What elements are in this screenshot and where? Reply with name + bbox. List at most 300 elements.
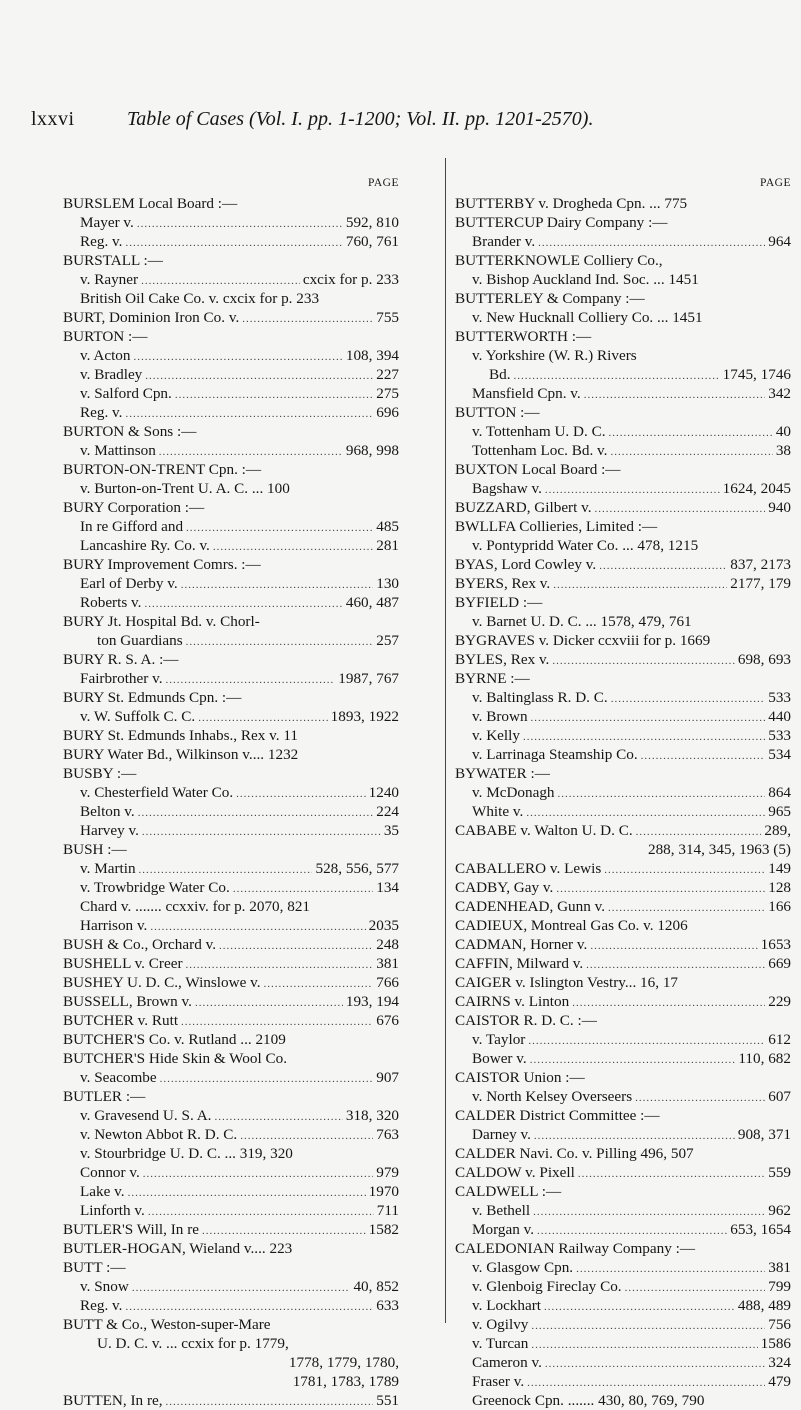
index-entry [455,878,791,897]
entry-name: Fraser v. [472,1373,525,1390]
index-entry [63,308,399,327]
entry-name: BUSHELL v. Creer [63,955,183,972]
index-entry: v. Bishop Auckland Ind. Soc. ... 1451 [472,271,699,288]
entry-pages: 711 [376,1202,399,1219]
index-entry: 1778, 1779, 1780, [288,1354,399,1371]
dot-leader [523,726,765,745]
index-entry [455,935,791,954]
dot-leader [219,935,373,954]
entry-name: CAIRNS v. Linton [455,993,570,1010]
entry-pages: 275 [376,385,399,402]
index-entry: BUTTERBY v. Drogheda Cpn. ... 775 [455,195,688,212]
entry-name: Bower v. [472,1050,527,1067]
dot-leader [530,1049,736,1068]
index-entry [455,821,791,840]
entry-pages: 756 [768,1316,791,1333]
dot-leader [181,1011,373,1030]
index-entry: CAIGER v. Islington Vestry... 16, 17 [455,974,679,991]
index-entry [455,954,791,973]
index-entry [455,498,791,517]
entry-name: CADENHEAD, Gunn v. [455,898,606,915]
index-entry [455,422,791,441]
dot-leader [533,1201,765,1220]
entry-name: Belton v. [80,803,135,820]
entry-name: Lancashire Ry. Co. v. [80,537,210,554]
left-column [63,175,399,1410]
dot-leader [527,1372,765,1391]
index-entry [63,517,399,536]
entry-name: v. W. Suffolk C. C. [80,708,196,725]
index-entry [455,992,791,1011]
entry-name: Linforth v. [80,1202,145,1219]
index-entry: BUSH :— [63,841,127,858]
dot-leader [242,308,373,327]
entry-pages: 653, 1654 [730,1221,791,1238]
left-entries [63,194,399,1410]
entry-name: Harrison v. [80,917,148,934]
index-entry: BUXTON Local Board :— [455,461,621,478]
dot-leader [159,441,343,460]
index-entry [63,403,399,422]
entry-name: Fairbrother v. [80,670,163,687]
dot-leader [590,935,757,954]
entry-pages: 488, 489 [737,1297,791,1314]
dot-leader [137,213,343,232]
dot-leader [141,270,300,289]
entry-pages: 227 [376,366,399,383]
index-entry [455,745,791,764]
index-entry [63,346,399,365]
entry-pages: cxcix for p. 233 [302,271,399,288]
entry-name: v. Taylor [472,1031,526,1048]
index-entry [63,574,399,593]
entry-name: ton Guardians [97,632,183,649]
index-entry: BYRNE :— [455,670,530,687]
index-entry [63,1220,399,1239]
index-entry: BUTTON :— [455,404,540,421]
entry-name: Reg. v. [80,233,123,250]
index-entry [455,384,791,403]
dot-leader [611,688,766,707]
index-entry: BUTTERLEY & Company :— [455,290,645,307]
dot-leader [556,878,765,897]
index-entry [455,1258,791,1277]
entry-pages: 559 [768,1164,791,1181]
entry-pages: 669 [768,955,791,972]
index-entry: v. Pontypridd Water Co. ... 478, 1215 [472,537,699,554]
index-entry: BYGRAVES v. Dicker ccxviii for p. 1669 [455,632,711,649]
dot-leader [128,1182,366,1201]
index-entry: CADIEUX, Montreal Gas Co. v. 1206 [455,917,688,934]
index-entry: BUTLER :— [63,1088,146,1105]
index-entry [63,707,399,726]
dot-leader [166,1391,374,1410]
index-entry: BURY Water Bd., Wilkinson v.... 1232 [63,746,299,763]
entry-name: In re Gifford and [80,518,184,535]
dot-leader [264,973,374,992]
entry-pages: 766 [376,974,399,991]
index-entry: BURY Corporation :— [63,499,205,516]
entry-name: BUSSELL, Brown v. [63,993,192,1010]
entry-pages: 962 [768,1202,791,1219]
entry-name: CAFFIN, Milward v. [455,955,584,972]
index-entry [455,1163,791,1182]
index-entry: BURTON & Sons :— [63,423,197,440]
index-entry [455,1277,791,1296]
index-entry: BUTCHER'S Hide Skin & Wool Co. [63,1050,288,1067]
entry-name: v. Kelly [472,727,520,744]
index-entry: BUTTERCUP Dairy Company :— [455,214,668,231]
entry-pages: 38 [775,442,791,459]
entry-pages: 108, 394 [345,347,399,364]
dot-leader [604,859,765,878]
index-entry [455,726,791,745]
entry-name: v. Brown [472,708,528,725]
dot-leader [531,1315,765,1334]
index-entry [455,1372,791,1391]
index-entry [63,669,399,688]
dot-leader [578,1163,765,1182]
index-entry [455,783,791,802]
entry-pages: 837, 2173 [730,556,791,573]
index-entry: BURY St. Edmunds Inhabs., Rex v. 11 [63,727,298,744]
entry-name: BUSHEY U. D. C., Winslowe v. [63,974,261,991]
page-header [31,108,791,138]
dot-leader [186,631,374,650]
dot-leader [139,859,313,878]
entry-pages: 964 [768,233,791,250]
entry-name: v. Rayner [80,271,139,288]
entry-name: v. McDonagh [472,784,555,801]
entry-pages: 479 [768,1373,791,1390]
entry-pages: 968, 998 [345,442,399,459]
index-entry: BUTTERKNOWLE Colliery Co., [455,252,663,269]
dot-leader [142,821,381,840]
index-entry: BUTT & Co., Weston-super-Mare [63,1316,271,1333]
dot-leader [636,821,762,840]
index-entry: CAISTOR Union :— [455,1069,585,1086]
entry-pages: 940 [768,499,791,516]
entry-pages: 381 [768,1259,791,1276]
index-entry [455,555,791,574]
index-entry [455,441,791,460]
entry-name: BUTCHER v. Rutt [63,1012,179,1029]
index-entry: BURY St. Edmunds Cpn. :— [63,689,242,706]
index-entry: Chard v. ....... ccxxiv. for p. 2070, 821 [80,898,311,915]
index-entry: BURTON :— [63,328,148,345]
index-entry [63,1182,399,1201]
index-entry [455,859,791,878]
entry-name: v. Turcan [472,1335,529,1352]
index-entry [63,992,399,1011]
dot-leader [531,707,766,726]
entry-name: Bagshaw v. [472,480,542,497]
index-entry [455,688,791,707]
dot-leader [558,783,766,802]
entry-name: Lake v. [80,1183,125,1200]
entry-name: Brander v. [472,233,536,250]
entry-name: CABALLERO v. Lewis [455,860,602,877]
page-title: Table of Cases (Vol. I. pp. 1-1200; Vol. II. pp. 1201-2570). [127,108,594,130]
index-entry: CAISTOR R. D. C. :— [455,1012,597,1029]
entry-pages: 2177, 179 [730,575,791,592]
entry-name: Cameron v. [472,1354,542,1371]
entry-pages: 289, [764,822,791,839]
index-entry [63,536,399,555]
entry-pages: 1653 [760,936,791,953]
index-entry [63,1391,399,1410]
entry-pages: 2035 [368,917,399,934]
dot-leader [240,1125,373,1144]
index-entry: 288, 314, 345, 1963 (5) [647,841,791,858]
index-entry: BURY R. S. A. :— [63,651,179,668]
entry-name: v. Snow [80,1278,129,1295]
index-entry [63,213,399,232]
dot-leader [608,897,765,916]
dot-leader [160,1068,374,1087]
entry-pages: 1240 [368,784,399,801]
index-entry [455,574,791,593]
column-divider [445,158,446,1323]
index-entry [63,1125,399,1144]
entry-pages: 460, 487 [345,594,399,611]
entry-name: v. Acton [80,347,131,364]
entry-name: v. Tottenham U. D. C. [472,423,606,440]
dot-leader [553,574,727,593]
dot-leader [625,1277,766,1296]
index-entry: BUTTERWORTH :— [455,328,592,345]
entry-pages: 193, 194 [345,993,399,1010]
entry-pages: 257 [376,632,399,649]
dot-leader [641,745,766,764]
entry-name: BYAS, Lord Cowley v. [455,556,597,573]
dot-leader [595,498,766,517]
dot-leader [125,1296,373,1315]
index-entry [63,1068,399,1087]
entry-name: CALDOW v. Pixell [455,1164,575,1181]
entry-name: v. Larrinaga Steamship Co. [472,746,638,763]
index-entry [63,1296,399,1315]
index-entry [63,878,399,897]
entry-pages: 440 [768,708,791,725]
index-entry [63,954,399,973]
entry-name: White v. [472,803,524,820]
entry-name: BUTTEN, In re, [63,1392,163,1409]
dot-leader [233,878,373,897]
index-entry: CALDWELL :— [455,1183,562,1200]
index-entry: BUSBY :— [63,765,137,782]
index-entry: v. Burton-on-Trent U. A. C. ... 100 [80,480,290,497]
entry-pages: 533 [768,727,791,744]
entry-pages: 318, 320 [345,1107,399,1124]
dot-leader [610,441,772,460]
entry-pages: 149 [768,860,791,877]
index-entry: BURY Jt. Hospital Bd. v. Chorl- [63,613,260,630]
index-entry [455,1296,791,1315]
entry-pages: 134 [376,879,399,896]
index-entry: BWLLFA Collieries, Limited :— [455,518,658,535]
entry-pages: 676 [376,1012,399,1029]
index-entry [63,1201,399,1220]
index-entry [455,232,791,251]
dot-leader [572,992,765,1011]
index-entry [63,783,399,802]
dot-leader [144,593,342,612]
entry-name: v. Glenboig Fireclay Co. [472,1278,622,1295]
dot-leader [586,954,765,973]
dot-leader [538,232,765,251]
dot-leader [584,384,766,403]
entry-pages: 612 [768,1031,791,1048]
dot-leader [544,1296,735,1315]
index-entry: BUTT :— [63,1259,126,1276]
entry-pages: 1893, 1922 [330,708,399,725]
entry-name: v. Bethell [472,1202,531,1219]
dot-leader [148,1201,374,1220]
index-entry: U. D. C. v. ... ccxix for p. 1779, [97,1335,289,1352]
index-entry: CALDER District Committee :— [455,1107,660,1124]
index-entry [63,441,399,460]
entry-pages: 40, 852 [353,1278,399,1295]
index-entry: BURSTALL :— [63,252,163,269]
entry-name: Roberts v. [80,594,142,611]
dot-leader [635,1087,765,1106]
index-entry [455,897,791,916]
entry-name: Morgan v. [472,1221,535,1238]
index-entry [455,1220,791,1239]
dot-leader [132,1277,351,1296]
entry-name: BUSH & Co., Orchard v. [63,936,216,953]
index-entry [63,270,399,289]
index-entry [455,1315,791,1334]
dot-leader [166,669,336,688]
entry-pages: 485 [376,518,399,535]
entry-pages: 592, 810 [345,214,399,231]
index-entry: BUTLER-HOGAN, Wieland v.... 223 [63,1240,293,1257]
entry-name: Reg. v. [80,404,123,421]
entry-name: Mansfield Cpn. v. [472,385,581,402]
dot-leader [526,802,765,821]
entry-name: Bd. [489,366,511,383]
entry-name: v. Ogilvy [472,1316,529,1333]
entry-pages: 229 [768,993,791,1010]
index-entry [455,1087,791,1106]
entry-name: Mayer v. [80,214,134,231]
index-entry [63,821,399,840]
index-entry [63,593,399,612]
entry-pages: 908, 371 [737,1126,791,1143]
entry-name: CABABE v. Walton U. D. C. [455,822,633,839]
dot-leader [125,232,342,251]
entry-pages: 324 [768,1354,791,1371]
dot-leader [534,1125,735,1144]
index-entry [63,935,399,954]
index-entry [455,1353,791,1372]
dot-leader [133,346,342,365]
entry-pages: 698, 693 [737,651,791,668]
dot-leader [236,783,365,802]
entry-name: BUZZARD, Gilbert v. [455,499,592,516]
index-entry: v. Stourbridge U. D. C. ... 319, 320 [80,1145,293,1162]
entry-pages: 907 [376,1069,399,1086]
entry-pages: 342 [768,385,791,402]
index-entry: BYWATER :— [455,765,550,782]
entry-pages: 281 [376,537,399,554]
index-entry: BURSLEM Local Board :— [63,195,238,212]
index-entry [455,1125,791,1144]
index-entry [455,365,791,384]
entry-pages: 1586 [760,1335,791,1352]
entry-pages: 528, 556, 577 [315,860,399,877]
entry-pages: 381 [376,955,399,972]
entry-name: v. Glasgow Cpn. [472,1259,574,1276]
entry-pages: 35 [383,822,399,839]
index-entry: BYFIELD :— [455,594,543,611]
entry-pages: 224 [376,803,399,820]
entry-name: v. Chesterfield Water Co. [80,784,234,801]
index-entry [63,916,399,935]
index-entry: Greenock Cpn. ....... 430, 80, 769, 790 [472,1392,705,1409]
index-entry: v. Yorkshire (W. R.) Rivers [472,347,637,364]
entry-name: v. Seacombe [80,1069,157,1086]
dot-leader [552,650,734,669]
entry-pages: 607 [768,1088,791,1105]
entry-name: Tottenham Loc. Bd. v. [472,442,608,459]
index-entry [455,1049,791,1068]
dot-leader [537,1220,727,1239]
dot-leader [138,802,374,821]
entry-pages: 965 [768,803,791,820]
entry-name: Earl of Derby v. [80,575,178,592]
index-entry [63,1106,399,1125]
entry-pages: 763 [376,1126,399,1143]
index-entry [63,1163,399,1182]
entry-name: v. Bradley [80,366,143,383]
entry-name: BURT, Dominion Iron Co. v. [63,309,240,326]
entry-name: v. Trowbridge Water Co. [80,879,230,896]
dot-leader [198,707,327,726]
entry-name: v. Martin [80,860,136,877]
index-entry [455,1201,791,1220]
index-entry: BUTCHER'S Co. v. Rutland ... 2109 [63,1031,286,1048]
dot-leader [514,365,720,384]
dot-leader [186,954,374,973]
index-entry [455,479,791,498]
index-entry [63,859,399,878]
entry-pages: 110, 682 [738,1050,791,1067]
dot-leader [609,422,773,441]
entry-pages: 1745, 1746 [722,366,791,383]
entry-name: BYLES, Rex v. [455,651,550,668]
index-entry [455,1030,791,1049]
dot-leader [186,517,373,536]
entry-name: Darney v. [472,1126,531,1143]
right-column [455,175,791,1410]
index-entry: CALEDONIAN Railway Company :— [455,1240,696,1257]
dot-leader [202,1220,366,1239]
dot-leader [545,479,720,498]
entry-pages: 1970 [368,1183,399,1200]
entry-name: v. Salford Cpn. [80,385,172,402]
index-entry [63,1277,399,1296]
entry-pages: 130 [376,575,399,592]
dot-leader [195,992,343,1011]
entry-pages: 533 [768,689,791,706]
dot-leader [150,916,365,935]
page-column-label: PAGE [760,177,791,189]
index-entry: BURTON-ON-TRENT Cpn. :— [63,461,262,478]
index-entry [63,1011,399,1030]
